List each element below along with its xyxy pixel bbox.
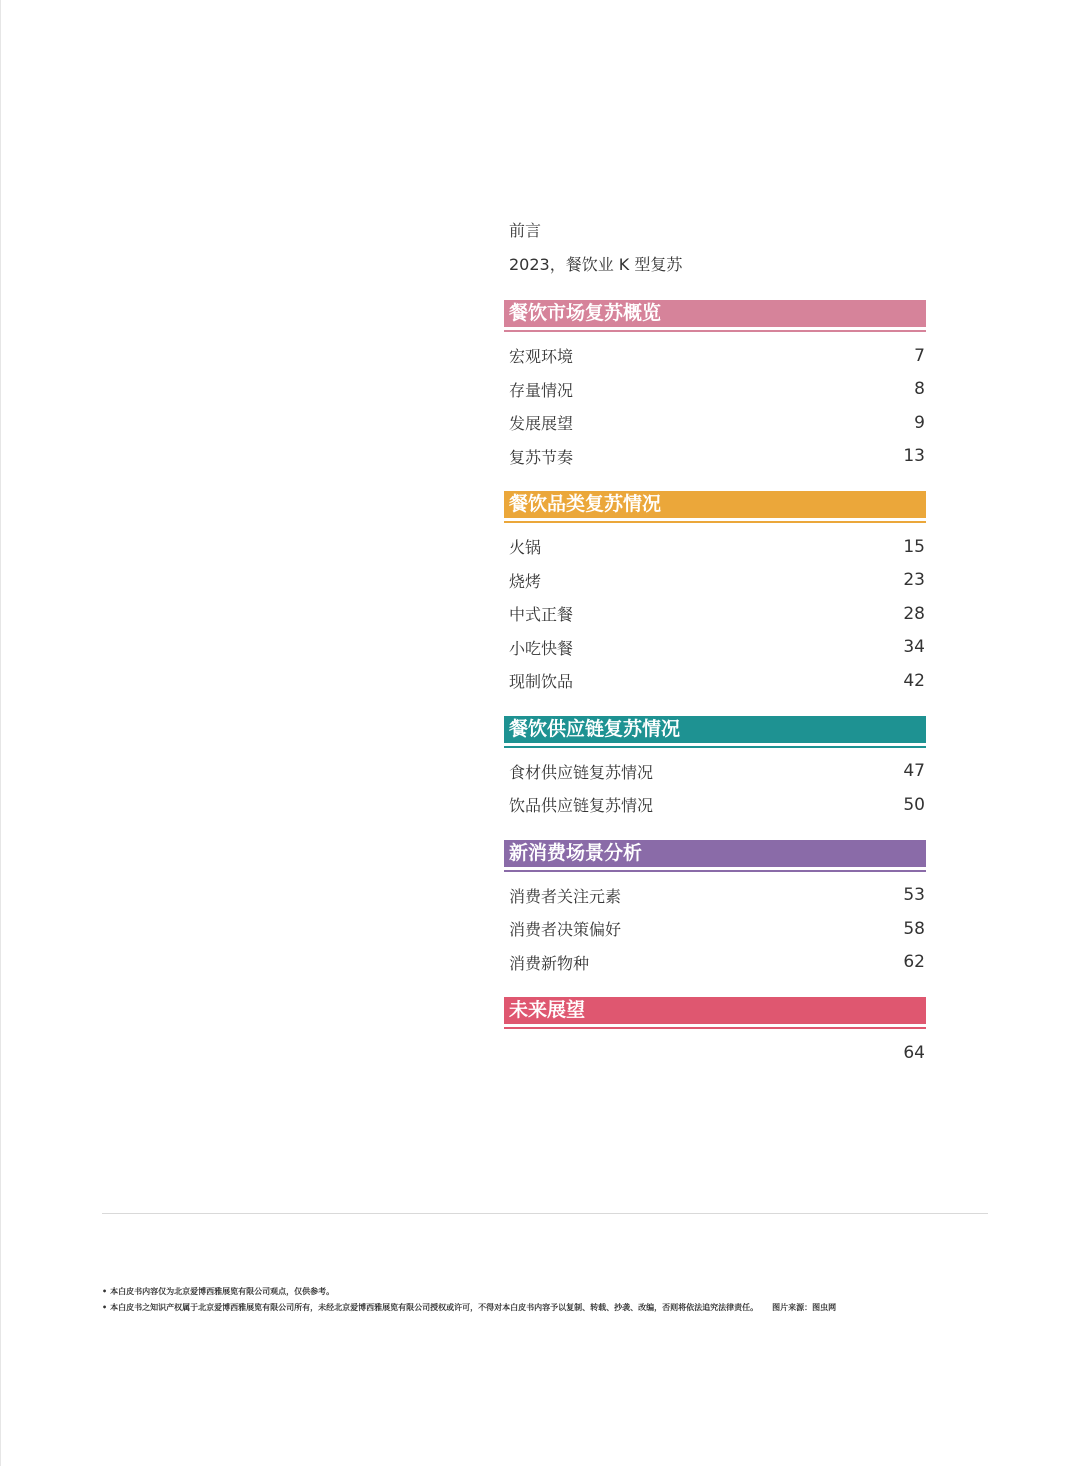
- toc-entry-label: 宏观环境: [509, 347, 574, 367]
- table-of-contents: [504, 214, 926, 1070]
- toc-section-items: [504, 755, 926, 822]
- toc-entry-label: 中式正餐: [509, 605, 574, 625]
- toc-entry-page-number: 62: [903, 952, 925, 973]
- toc-entry-page-number: 8: [914, 379, 925, 400]
- toc-section: [504, 300, 926, 473]
- toc-entry-page-number: 64: [903, 1042, 925, 1063]
- toc-entry-page-number: 7: [914, 345, 925, 366]
- toc-entry[interactable]: [504, 530, 926, 564]
- toc-entry-label: 烧烤: [509, 571, 542, 591]
- toc-entry[interactable]: [504, 1036, 926, 1070]
- toc-entry-label: 消费新物种: [509, 953, 590, 973]
- toc-entry-label: 食材供应链复苏情况: [509, 762, 654, 782]
- toc-entry-page-number: 50: [903, 794, 925, 815]
- footer-divider: [102, 1213, 988, 1214]
- toc-intro-k-recovery[interactable]: 2023，餐饮业 K 型复苏: [509, 255, 683, 274]
- page-left-edge: [0, 0, 1, 1466]
- toc-entry[interactable]: [504, 664, 926, 698]
- toc-section-header[interactable]: 新消费场景分析: [504, 840, 926, 867]
- toc-entry[interactable]: [504, 879, 926, 913]
- toc-entry[interactable]: [504, 339, 926, 373]
- footnotes: [102, 1284, 982, 1316]
- toc-intro-preface[interactable]: 前言: [509, 221, 542, 240]
- footnote-disclaimer-text: 本白皮书内容仅为北京爱博西雅展览有限公司观点，仅供参考。: [110, 1287, 335, 1296]
- image-credit: 图片来源：图虫网: [772, 1303, 837, 1312]
- toc-section-items: [504, 1036, 926, 1070]
- footnote-copyright-text: 本白皮书之知识产权属于北京爱博西雅展览有限公司所有，未经北京爱博西雅展览有限公司授权或许可，不得对本白皮书内容予以复制、转载、抄袭、改编，否则将依法追究法律责任。: [110, 1303, 759, 1312]
- toc-entry-page-number: 58: [903, 918, 925, 939]
- toc-entry[interactable]: [504, 631, 926, 665]
- toc-entry-page-number: 13: [903, 446, 925, 467]
- toc-entry-page-number: 28: [903, 603, 925, 624]
- toc-entry-page-number: 9: [914, 412, 925, 433]
- toc-section-header[interactable]: 餐饮市场复苏概览: [504, 300, 926, 327]
- toc-entry-label: 复苏节奏: [509, 447, 574, 467]
- toc-section: [504, 716, 926, 822]
- toc-section: [504, 997, 926, 1070]
- toc-entry-label: 火锅: [509, 538, 542, 558]
- toc-entry[interactable]: [504, 946, 926, 980]
- toc-section-header[interactable]: 餐饮品类复苏情况: [504, 491, 926, 518]
- toc-section: [504, 491, 926, 698]
- toc-entry-page-number: 23: [903, 570, 925, 591]
- toc-section: [504, 840, 926, 980]
- toc-entry-label: 消费者关注元素: [509, 886, 622, 906]
- toc-entry[interactable]: [504, 373, 926, 407]
- footnote-disclaimer: [102, 1284, 982, 1300]
- toc-entry-label: 发展展望: [509, 414, 574, 434]
- footnote-bullet: •: [102, 1287, 108, 1296]
- toc-entry-label: 存量情况: [509, 380, 574, 400]
- toc-section-items: [504, 530, 926, 698]
- toc-entry-page-number: 47: [903, 761, 925, 782]
- footnote-copyright: [102, 1300, 982, 1316]
- toc-section-header[interactable]: 未来展望: [504, 997, 926, 1024]
- toc-entry[interactable]: [504, 564, 926, 598]
- toc-entry[interactable]: [504, 597, 926, 631]
- toc-entry-page-number: 42: [903, 670, 925, 691]
- toc-section-items: [504, 879, 926, 980]
- toc-entry-page-number: 53: [903, 885, 925, 906]
- toc-section-items: [504, 339, 926, 473]
- toc-entry-label: 现制饮品: [509, 672, 574, 692]
- footnote-bullet: •: [102, 1303, 108, 1312]
- toc-entry-page-number: 34: [903, 637, 925, 658]
- toc-sections: [504, 300, 926, 1070]
- toc-entry-label: 饮品供应链复苏情况: [509, 796, 654, 816]
- toc-entry[interactable]: [504, 788, 926, 822]
- toc-entry[interactable]: [504, 406, 926, 440]
- toc-section-header[interactable]: 餐饮供应链复苏情况: [504, 716, 926, 743]
- toc-entry-label: 消费者决策偏好: [509, 920, 622, 940]
- toc-entry[interactable]: [504, 755, 926, 789]
- toc-entry[interactable]: [504, 912, 926, 946]
- toc-entry-label: 小吃快餐: [509, 638, 574, 658]
- toc-entry[interactable]: [504, 440, 926, 474]
- toc-entry-page-number: 15: [903, 536, 925, 557]
